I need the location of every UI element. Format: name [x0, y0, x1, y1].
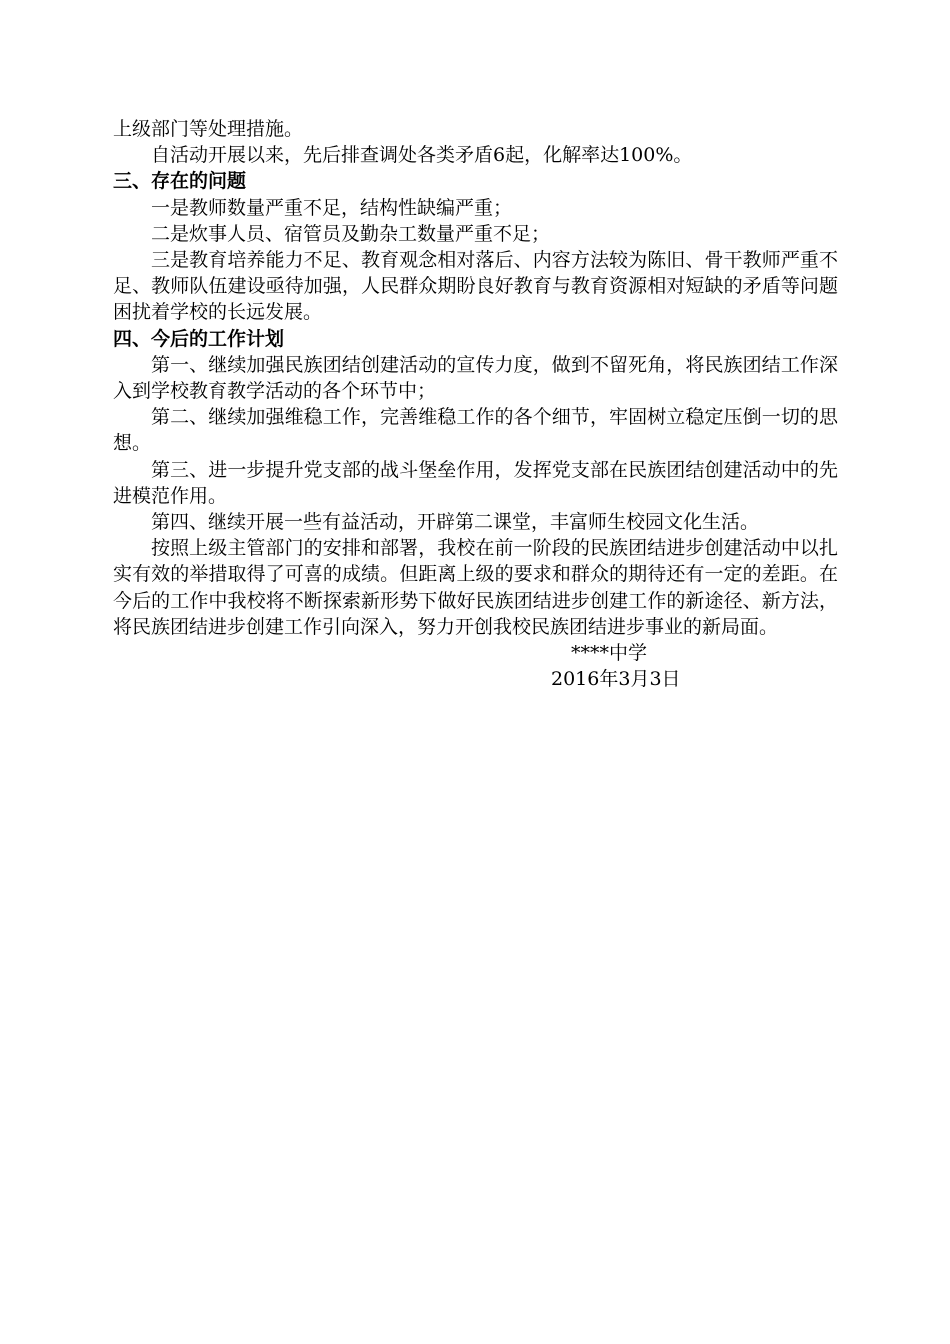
problem-item-2: 二是炊事人员、宿管员及勤杂工数量严重不足；	[151, 222, 551, 245]
plan-item-4: 第四、继续开展一些有益活动，开辟第二课堂，丰富师生校园文化生活。	[151, 511, 760, 534]
plan-item-1: 第一、继续加强民族团结创建活动的宣传力度，做到不留死角，将民族团结工作深入到学校教育教学活动的各个环节中；	[113, 353, 838, 403]
signature-organization: ****中学	[571, 642, 648, 665]
paragraph-continuation: 上级部门等处理措施。	[113, 118, 304, 140]
signature-date: 2016年3月3日	[551, 668, 681, 691]
section-heading-problems: 三、存在的问题	[113, 170, 247, 193]
section-heading-plans: 四、今后的工作计划	[113, 327, 285, 350]
document-body	[113, 116, 838, 692]
closing-paragraph: 按照上级主管部门的安排和部署，我校在前一阶段的民族团结进步创建活动中以扎实有效的举措取得了可喜的成绩。但距离上级的要求和群众的期待还有一定的差距。在今后的工作中我校将不断探索新形势下做好民族团结进步创建工作的新途径、新方法，将民族团结进步创建工作引向深入，努力开创我校民族团结进步事业的新局面。	[113, 537, 838, 638]
plan-item-2: 第二、继续加强维稳工作，完善维稳工作的各个细节，牢固树立稳定压倒一切的思想。	[113, 406, 838, 455]
plan-item-3: 第三、进一步提升党支部的战斗堡垒作用，发挥党支部在民族团结创建活动中的先进模范作用。	[113, 458, 838, 507]
problem-item-3: 三是教育培养能力不足、教育观念相对落后、内容方法较为陈旧、骨干教师严重不足、教师队伍建设亟待加强，人民群众期盼良好教育与教育资源相对短缺的矛盾等问题困扰着学校的长远发展。	[113, 249, 838, 324]
problem-item-1: 一是教师数量严重不足，结构性缺编严重；	[151, 196, 513, 219]
paragraph-conflict-resolution: 自活动开展以来，先后排查调处各类矛盾6起，化解率达100%。	[151, 144, 693, 167]
